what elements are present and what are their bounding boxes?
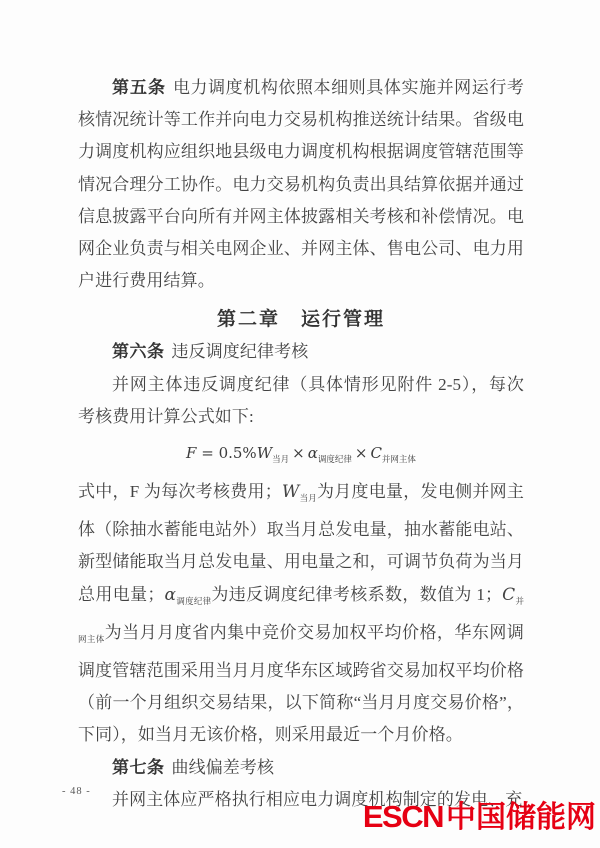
assessment-fee-formula: $F = 0.5\%W_{当月} \times \alpha_{调度纪律} \times C_{并网主体}$ <box>186 444 416 465</box>
chapter-heading: 第二章 运行管理 <box>216 309 385 331</box>
article-7-text: 曲线偏差考核 <box>171 757 275 777</box>
paragraph-article-7 <box>78 752 524 784</box>
article-7-label: 第七条 <box>112 757 165 777</box>
article-5-text: 电力调度机构依照本细则具体实施并网运行考核情况统计等工作并向电力交易机构推送统计结果。省级电力调度机构应组织地县级电力调度机构根据调度管辖范围等情况合理分工协作。电力交易机构负责出具结算依据并通过信息披露平台向所有并网主体披露相关考核和补偿情况。电网企业负责与相关电网企业、并网主体、售电公司、电力用户进行费用结算。 <box>78 78 525 291</box>
paragraph-formula-intro: 并网主体违反调度纪律（具体情形见附件 2-5），每次考核费用计算公式如下: <box>78 374 524 426</box>
article-6-text: 违反调度纪律考核 <box>171 342 309 362</box>
paragraph-last-line: 并网主体应严格执行相应电力调度机构制定的发电、充 <box>112 789 523 809</box>
escn-logo <box>363 797 596 843</box>
logo-text-en: ESCN <box>362 799 443 834</box>
paragraph-article-5 <box>78 72 524 297</box>
logo-text-cn: 中国储能网 <box>446 801 596 834</box>
page-number: - 48 - <box>62 786 91 797</box>
article-5-label: 第五条 <box>112 78 166 97</box>
paragraph-article-6 <box>78 336 524 368</box>
paragraph-formula-explanation: 式中，F 为每次考核费用；$W_{当月}$为月度电量，发电侧并网主体（除抽水蓄能电站外）取当月总发电量，抽水蓄能电站、新型储能取当月总发电量、用电量之和，可调节负荷为当月总用电量；$\alpha_{调度纪律}$为违反调度纪律考核系数，数值为 1；$C_{并网主体}$为当月月度省内集中竞价交易加权平均价格，华东网调调度管辖范围采用当月月度华东区域跨省交易加权平均价格（前一个月组织交易结果，以下简称“当月月度交易价格”，下同），如当月无该价格，则采用最近一个月价格。 <box>78 482 524 745</box>
article-6-label: 第六条 <box>112 342 165 362</box>
document-body <box>78 72 524 816</box>
